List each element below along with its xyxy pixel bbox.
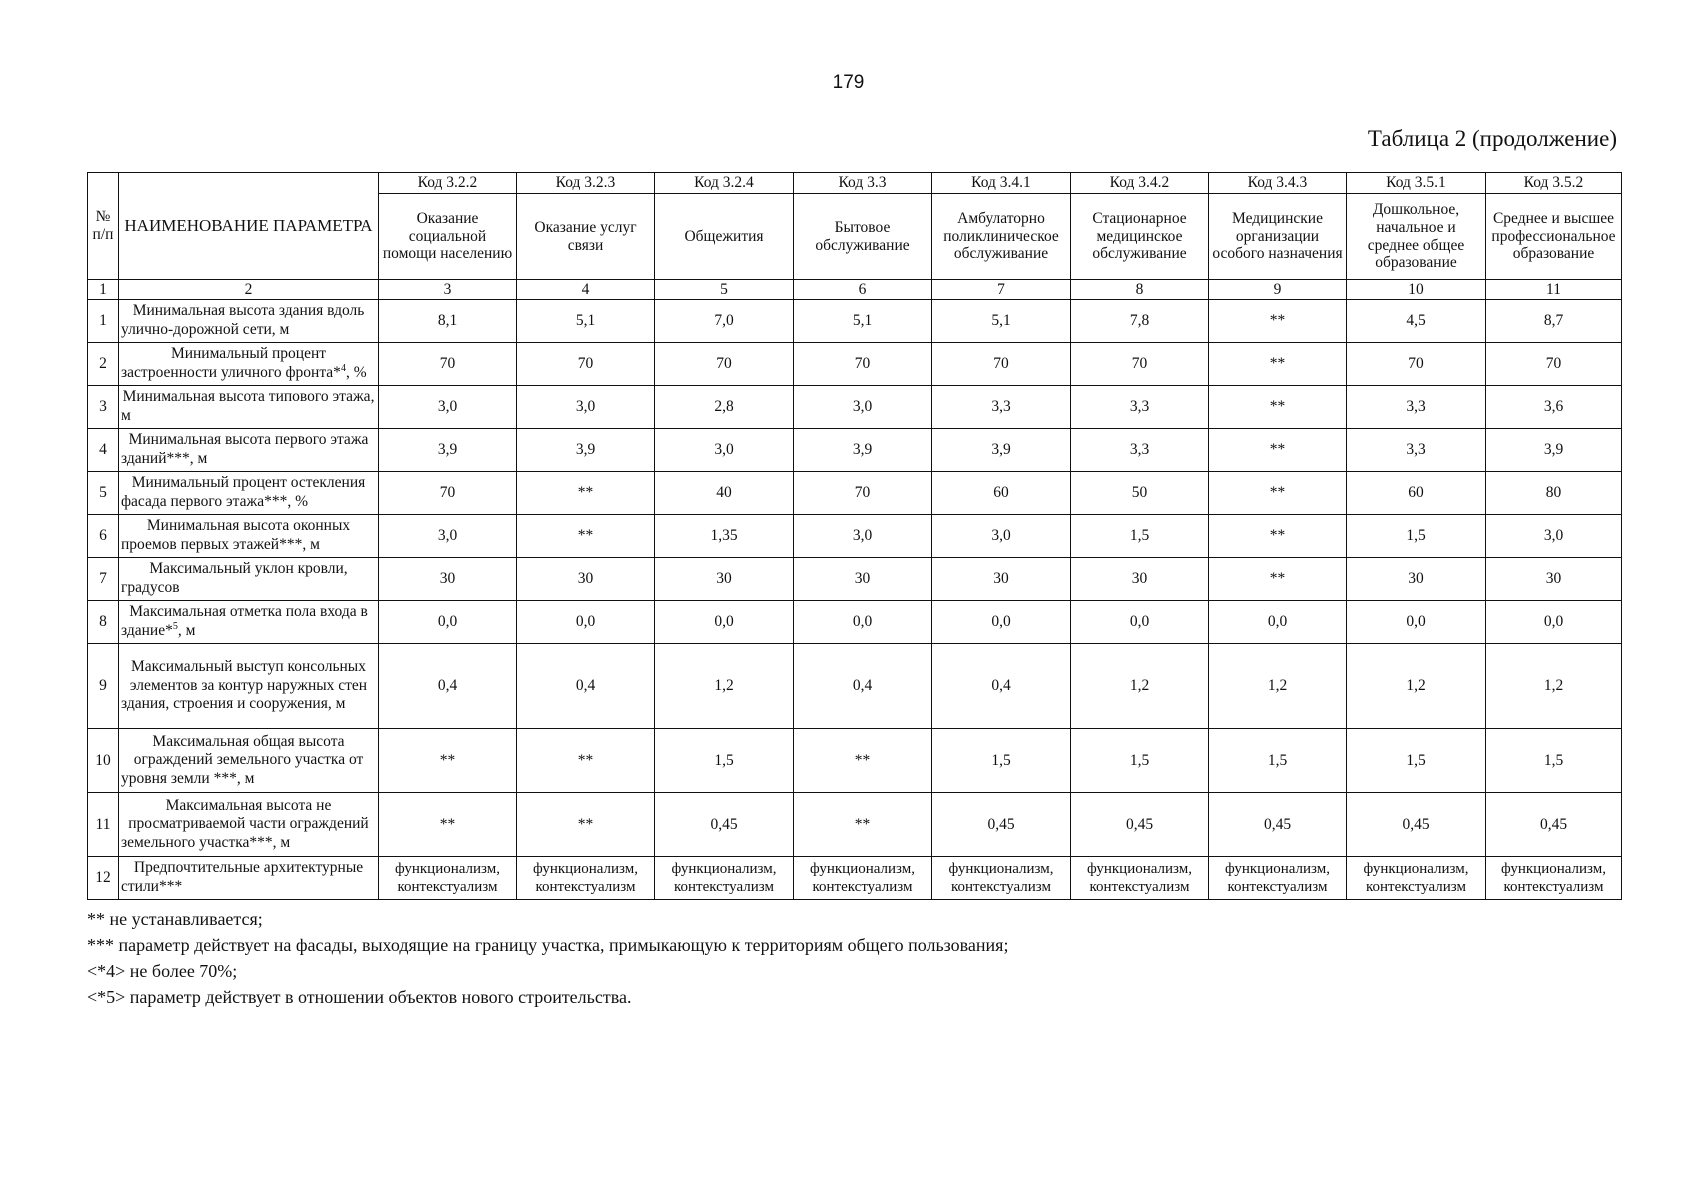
code-description: Бытовое обслуживание xyxy=(794,194,932,280)
value-cell: 70 xyxy=(1071,343,1209,386)
value-cell: 0,4 xyxy=(379,644,517,729)
row-number: 10 xyxy=(88,729,119,793)
parameter-name: Максимальная общая высота ограждений земельного участка от уровня земли ***, м xyxy=(119,729,379,793)
value-cell: 3,3 xyxy=(1071,429,1209,472)
code-header: Код 3.5.1 xyxy=(1347,173,1486,194)
column-number: 10 xyxy=(1347,280,1486,300)
footnote: ** не устанавливается; xyxy=(87,909,263,929)
value-cell: 5,1 xyxy=(794,300,932,343)
value-cell: 0,0 xyxy=(1209,601,1347,644)
value-cell: 80 xyxy=(1486,472,1622,515)
value-cell: функционализм, контекстуализм xyxy=(379,857,517,900)
value-cell: функционализм, контекстуализм xyxy=(517,857,655,900)
value-cell: 0,0 xyxy=(794,601,932,644)
parameters-table xyxy=(87,172,1622,900)
value-cell: функционализм, контекстуализм xyxy=(1347,857,1486,900)
column-number: 2 xyxy=(119,280,379,300)
value-cell: 5,1 xyxy=(932,300,1071,343)
value-cell: 7,8 xyxy=(1071,300,1209,343)
column-number: 6 xyxy=(794,280,932,300)
value-cell: 30 xyxy=(1347,558,1486,601)
parameter-name xyxy=(119,343,379,386)
table-row xyxy=(88,729,1622,793)
table-row xyxy=(88,386,1622,429)
value-cell: 3,3 xyxy=(1071,386,1209,429)
column-number: 7 xyxy=(932,280,1071,300)
footnote: <*4> не более 70%; xyxy=(87,961,238,981)
value-cell: 3,0 xyxy=(932,515,1071,558)
value-cell: 70 xyxy=(932,343,1071,386)
code-description: Среднее и высшее профессиональное образование xyxy=(1486,194,1622,280)
value-cell: 0,0 xyxy=(517,601,655,644)
column-number: 11 xyxy=(1486,280,1622,300)
value-cell: 3,0 xyxy=(1486,515,1622,558)
value-cell: функционализм, контекстуализм xyxy=(1486,857,1622,900)
value-cell: 1,2 xyxy=(1486,644,1622,729)
value-cell: 70 xyxy=(794,343,932,386)
value-cell: 1,35 xyxy=(655,515,794,558)
parameter-name: Минимальная высота здания вдоль улично-дорожной сети, м xyxy=(119,300,379,343)
value-cell: 0,0 xyxy=(1486,601,1622,644)
value-cell: 3,0 xyxy=(517,386,655,429)
parameter-unit: , м xyxy=(177,622,196,639)
row-number: 2 xyxy=(88,343,119,386)
value-cell: функционализм, контекстуализм xyxy=(1071,857,1209,900)
row-number: 9 xyxy=(88,644,119,729)
value-cell: 3,9 xyxy=(517,429,655,472)
value-cell: 3,6 xyxy=(1486,386,1622,429)
value-cell: 0,0 xyxy=(1071,601,1209,644)
value-cell: 3,9 xyxy=(932,429,1071,472)
value-cell: 30 xyxy=(517,558,655,601)
parameter-name-text: Максимальная отметка пола входа в здание* xyxy=(121,603,368,639)
value-cell: ** xyxy=(379,793,517,857)
parameter-name: Минимальная высота первого этажа зданий***, м xyxy=(119,429,379,472)
table-row xyxy=(88,472,1622,515)
value-cell: 0,45 xyxy=(655,793,794,857)
table-row xyxy=(88,300,1622,343)
value-cell: 70 xyxy=(794,472,932,515)
value-cell: 50 xyxy=(1071,472,1209,515)
value-cell: ** xyxy=(517,729,655,793)
parameter-name xyxy=(119,601,379,644)
value-cell: 70 xyxy=(517,343,655,386)
code-header: Код 3.4.2 xyxy=(1071,173,1209,194)
parameter-name-header: НАИМЕНОВАНИЕ ПАРАМЕТРА xyxy=(119,173,379,280)
value-cell: 0,4 xyxy=(517,644,655,729)
code-description: Оказание услуг связи xyxy=(517,194,655,280)
value-cell: 1,2 xyxy=(655,644,794,729)
value-cell: ** xyxy=(1209,300,1347,343)
value-cell: 3,0 xyxy=(379,515,517,558)
value-cell: 0,0 xyxy=(932,601,1071,644)
value-cell: функционализм, контекстуализм xyxy=(794,857,932,900)
parameter-name: Минимальная высота оконных проемов первых этажей***, м xyxy=(119,515,379,558)
value-cell: 3,3 xyxy=(1347,386,1486,429)
value-cell: 3,0 xyxy=(379,386,517,429)
value-cell: 30 xyxy=(655,558,794,601)
value-cell: 1,5 xyxy=(655,729,794,793)
value-cell: 5,1 xyxy=(517,300,655,343)
value-cell: 60 xyxy=(932,472,1071,515)
code-header: Код 3.4.1 xyxy=(932,173,1071,194)
value-cell: 0,4 xyxy=(794,644,932,729)
table-row xyxy=(88,515,1622,558)
footnotes xyxy=(87,906,1008,1010)
column-number: 3 xyxy=(379,280,517,300)
value-cell: 1,5 xyxy=(1347,729,1486,793)
parameter-name: Максимальный выступ консольных элементов за контур наружных стен здания, строения и сооружения, м xyxy=(119,644,379,729)
code-header: Код 3.3 xyxy=(794,173,932,194)
column-number: 8 xyxy=(1071,280,1209,300)
table-row xyxy=(88,429,1622,472)
value-cell: 60 xyxy=(1347,472,1486,515)
parameter-name: Максимальная высота не просматриваемой части ограждений земельного участка***, м xyxy=(119,793,379,857)
value-cell: 3,9 xyxy=(379,429,517,472)
code-description: Амбулаторно поликлиническое обслуживание xyxy=(932,194,1071,280)
value-cell: 3,9 xyxy=(1486,429,1622,472)
value-cell: ** xyxy=(1209,558,1347,601)
value-cell: 30 xyxy=(379,558,517,601)
footnote: <*5> параметр действует в отношении объектов нового строительства. xyxy=(87,987,632,1007)
value-cell: 1,5 xyxy=(1071,515,1209,558)
value-cell: 70 xyxy=(379,472,517,515)
value-cell: 30 xyxy=(794,558,932,601)
value-cell: 0,0 xyxy=(655,601,794,644)
row-number: 11 xyxy=(88,793,119,857)
value-cell: 70 xyxy=(379,343,517,386)
value-cell: ** xyxy=(1209,515,1347,558)
row-number: 1 xyxy=(88,300,119,343)
column-number: 4 xyxy=(517,280,655,300)
value-cell: 40 xyxy=(655,472,794,515)
value-cell: 0,45 xyxy=(1486,793,1622,857)
parameter-unit: , % xyxy=(345,364,367,381)
value-cell: 8,1 xyxy=(379,300,517,343)
value-cell: 2,8 xyxy=(655,386,794,429)
parameter-name: Минимальная высота типового этажа, м xyxy=(119,386,379,429)
code-description: Дошкольное, начальное и среднее общее образование xyxy=(1347,194,1486,280)
footnote-ref: 4 xyxy=(340,362,346,374)
value-cell: 0,4 xyxy=(932,644,1071,729)
value-cell: 1,5 xyxy=(1486,729,1622,793)
code-description: Стационарное медицинское обслуживание xyxy=(1071,194,1209,280)
value-cell: 1,2 xyxy=(1071,644,1209,729)
value-cell: 1,2 xyxy=(1209,644,1347,729)
value-cell: функционализм, контекстуализм xyxy=(1209,857,1347,900)
value-cell: 4,5 xyxy=(1347,300,1486,343)
value-cell: 1,5 xyxy=(1071,729,1209,793)
value-cell: 0,0 xyxy=(1347,601,1486,644)
page-number: 179 xyxy=(832,72,865,93)
value-cell: функционализм, контекстуализм xyxy=(655,857,794,900)
parameter-name: Предпочтительные архитектурные стили*** xyxy=(119,857,379,900)
code-header-row xyxy=(88,173,1622,194)
row-number: 8 xyxy=(88,601,119,644)
value-cell: 1,5 xyxy=(1347,515,1486,558)
column-number: 9 xyxy=(1209,280,1347,300)
code-description: Оказание социальной помощи населению xyxy=(379,194,517,280)
row-number: 6 xyxy=(88,515,119,558)
table-row xyxy=(88,857,1622,900)
value-cell: 3,0 xyxy=(794,515,932,558)
row-number: 12 xyxy=(88,857,119,900)
value-cell: ** xyxy=(794,793,932,857)
value-cell: 1,5 xyxy=(932,729,1071,793)
value-cell: 0,45 xyxy=(1071,793,1209,857)
table-caption: Таблица 2 (продолжение) xyxy=(1367,126,1617,151)
value-cell: 3,3 xyxy=(932,386,1071,429)
row-number-header: № п/п xyxy=(88,173,119,280)
value-cell: 30 xyxy=(1486,558,1622,601)
value-cell: ** xyxy=(1209,472,1347,515)
value-cell: 70 xyxy=(655,343,794,386)
value-cell: 3,3 xyxy=(1347,429,1486,472)
parameter-name: Минимальный процент остекления фасада первого этажа***, % xyxy=(119,472,379,515)
row-number: 3 xyxy=(88,386,119,429)
row-number: 7 xyxy=(88,558,119,601)
value-cell: ** xyxy=(1209,343,1347,386)
code-header: Код 3.5.2 xyxy=(1486,173,1622,194)
table-row xyxy=(88,343,1622,386)
value-cell: 1,2 xyxy=(1347,644,1486,729)
value-cell: ** xyxy=(517,793,655,857)
footnote: *** параметр действует на фасады, выходящие на границу участка, примыкающую к территориям общего пользования; xyxy=(87,935,1009,955)
value-cell: 8,7 xyxy=(1486,300,1622,343)
value-cell: 0,0 xyxy=(379,601,517,644)
value-cell: 0,45 xyxy=(932,793,1071,857)
code-header: Код 3.2.3 xyxy=(517,173,655,194)
footnote-ref: 5 xyxy=(172,620,178,632)
column-number: 1 xyxy=(88,280,119,300)
value-cell: 30 xyxy=(932,558,1071,601)
value-cell: ** xyxy=(379,729,517,793)
value-cell: ** xyxy=(1209,386,1347,429)
code-header: Код 3.4.3 xyxy=(1209,173,1347,194)
value-cell: ** xyxy=(794,729,932,793)
value-cell: 30 xyxy=(1071,558,1209,601)
value-cell: 3,9 xyxy=(794,429,932,472)
code-description: Медицинские организации особого назначения xyxy=(1209,194,1347,280)
value-cell: 3,0 xyxy=(794,386,932,429)
code-header: Код 3.2.2 xyxy=(379,173,517,194)
row-number: 5 xyxy=(88,472,119,515)
table-row xyxy=(88,601,1622,644)
value-cell: 1,5 xyxy=(1209,729,1347,793)
code-description: Общежития xyxy=(655,194,794,280)
value-cell: 7,0 xyxy=(655,300,794,343)
value-cell: 0,45 xyxy=(1209,793,1347,857)
value-cell: 0,45 xyxy=(1347,793,1486,857)
table-row xyxy=(88,558,1622,601)
table-row xyxy=(88,644,1622,729)
value-cell: ** xyxy=(1209,429,1347,472)
column-number: 5 xyxy=(655,280,794,300)
value-cell: 70 xyxy=(1347,343,1486,386)
column-number-row xyxy=(88,280,1622,300)
parameter-name: Максимальный уклон кровли, градусов xyxy=(119,558,379,601)
value-cell: 3,0 xyxy=(655,429,794,472)
row-number: 4 xyxy=(88,429,119,472)
value-cell: ** xyxy=(517,472,655,515)
table-row xyxy=(88,793,1622,857)
parameter-name-text: Минимальный процент застроенности уличного фронта* xyxy=(121,345,341,381)
code-header: Код 3.2.4 xyxy=(655,173,794,194)
value-cell: ** xyxy=(517,515,655,558)
value-cell: 70 xyxy=(1486,343,1622,386)
value-cell: функционализм, контекстуализм xyxy=(932,857,1071,900)
